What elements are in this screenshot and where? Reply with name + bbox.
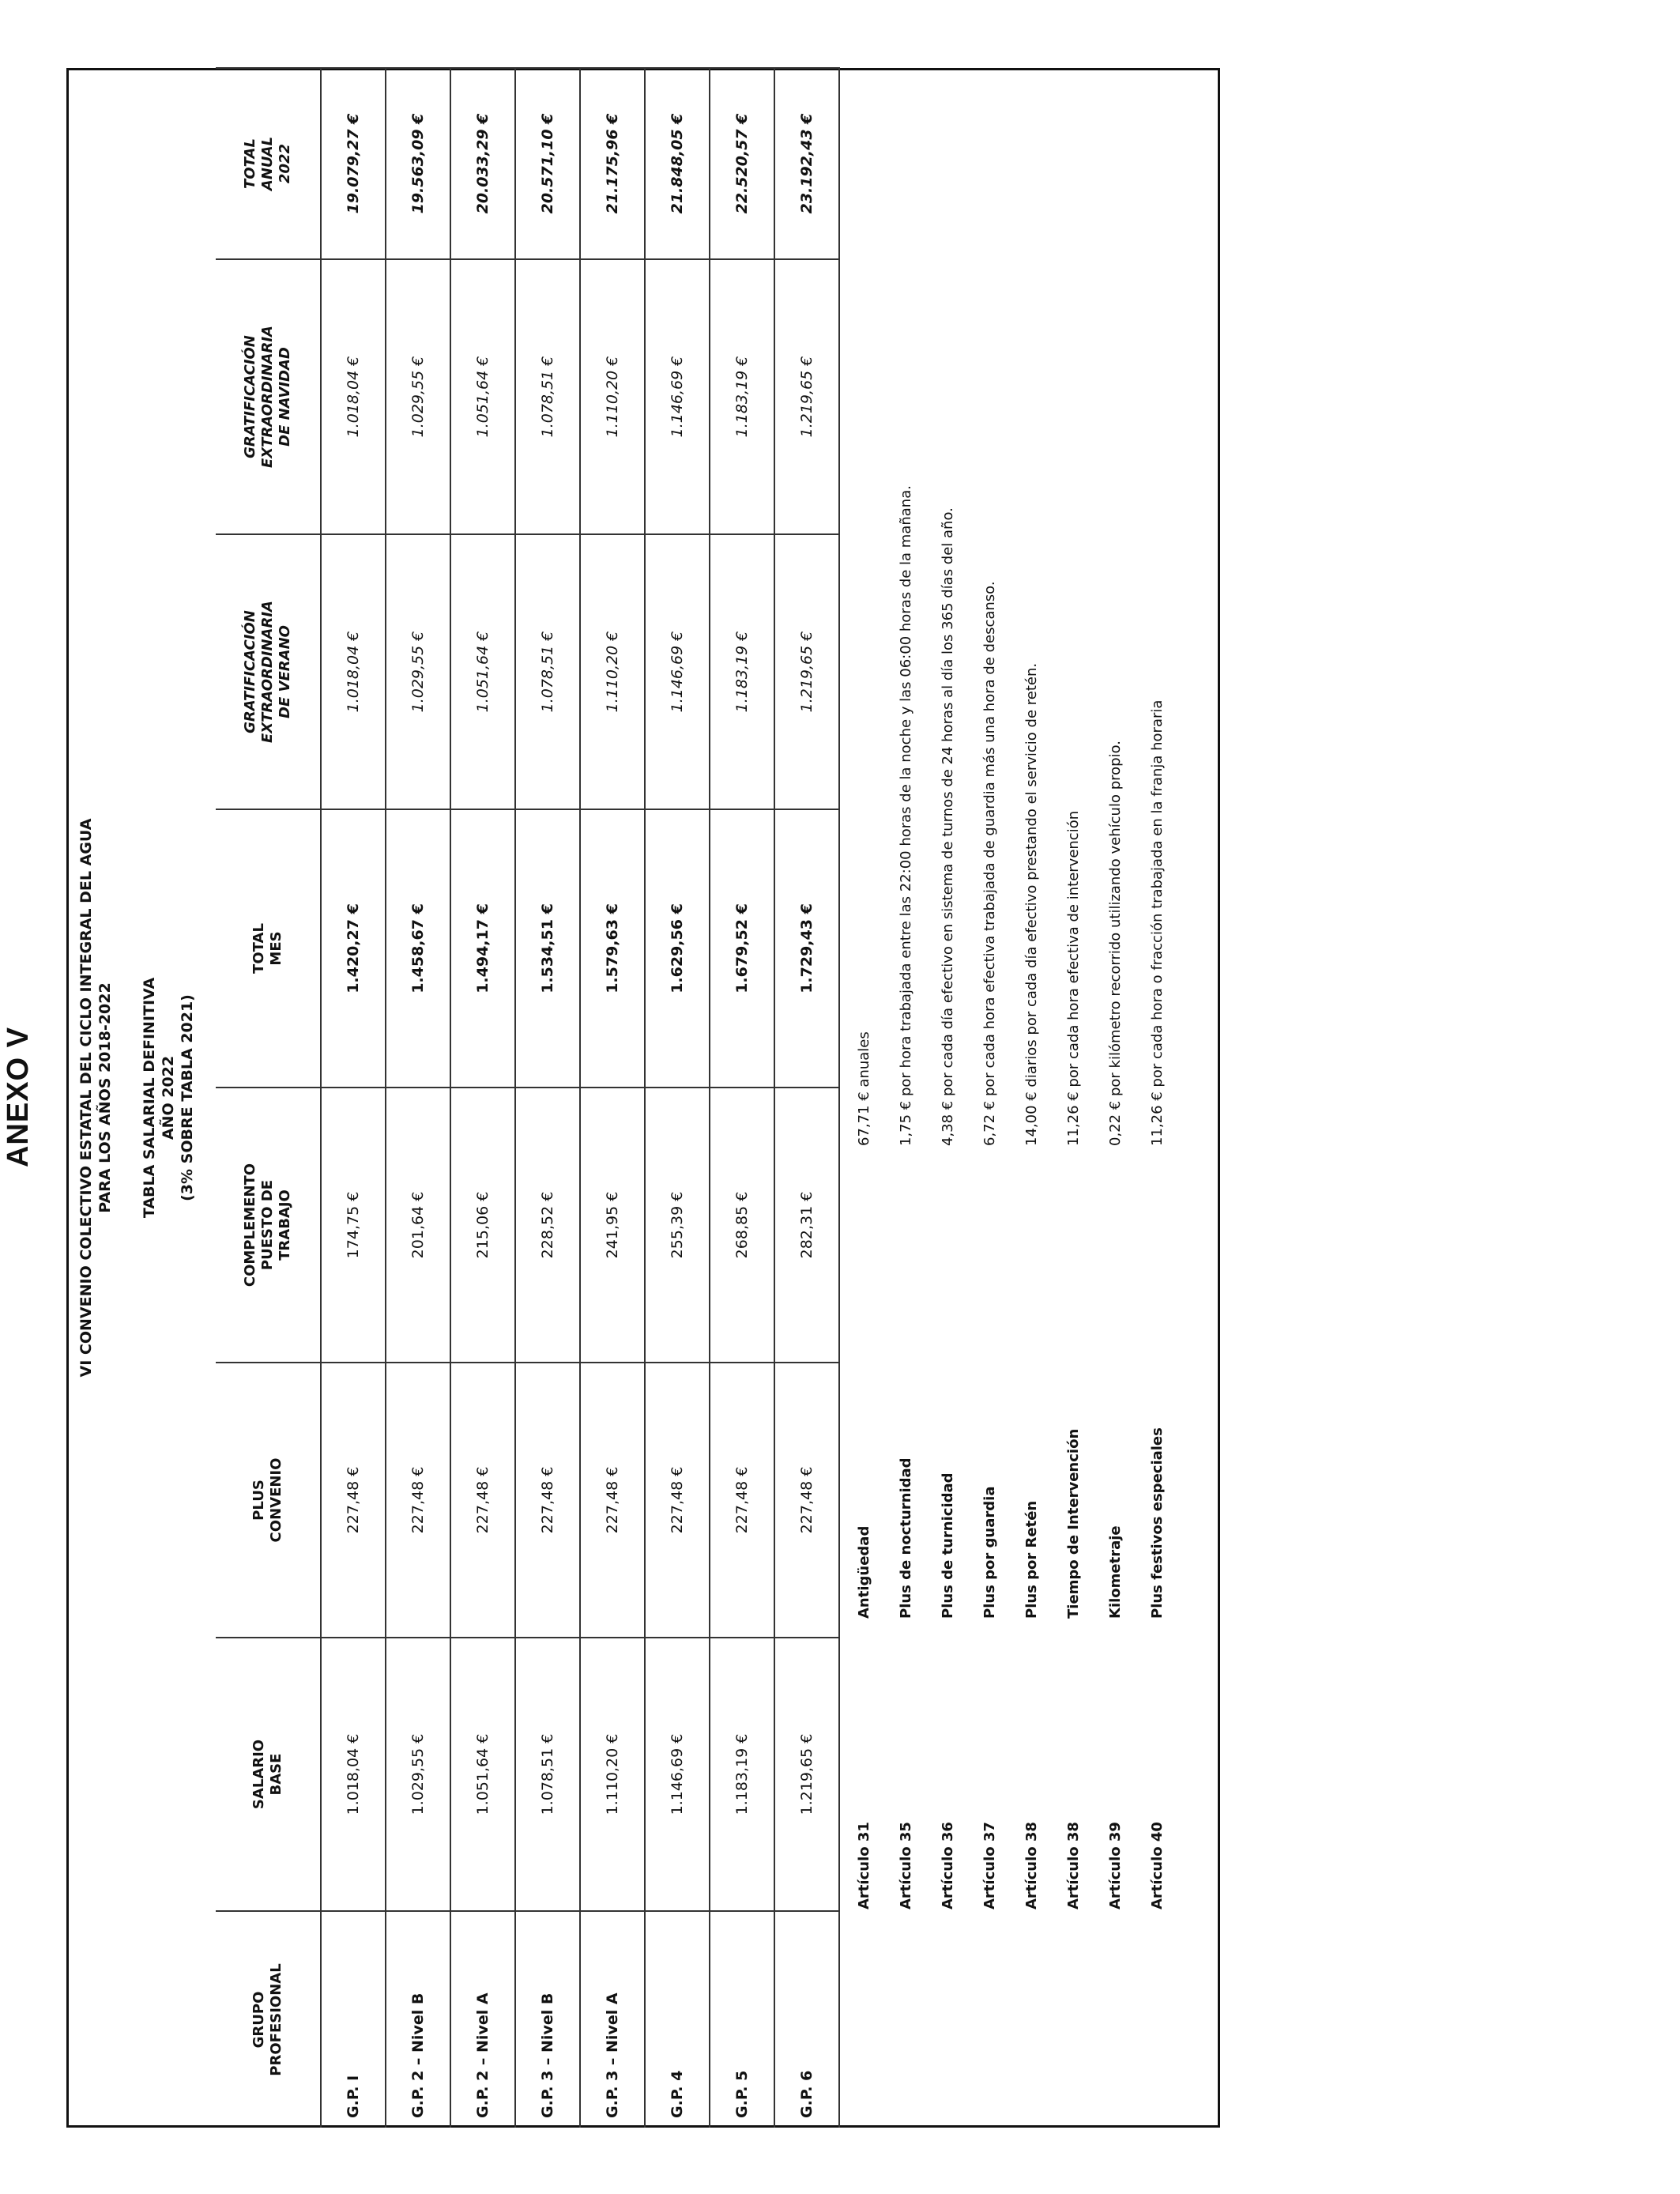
heading-year: AÑO 2022 <box>160 1055 177 1140</box>
cell-salario-base: 1.029,55 € <box>386 1638 450 1911</box>
cell-grat-navidad: 1.018,04 € <box>321 259 386 534</box>
cell-grat-navidad: 1.183,19 € <box>710 259 774 534</box>
table-row <box>515 68 580 2128</box>
table-row <box>710 68 774 2128</box>
cell-complemento: 174,75 € <box>321 1088 386 1363</box>
cell-total-anual: 19.079,27 € <box>321 68 386 259</box>
cell-grupo: G.P. 2 – Nivel B <box>386 1911 450 2128</box>
cell-total-anual: 20.571,10 € <box>515 68 580 259</box>
list-item <box>1053 92 1094 1909</box>
plus-list <box>843 92 1178 1909</box>
heading-convenio: VI CONVENIO COLECTIVO ESTATAL DEL CICLO INTEGRAL DEL AGUA <box>77 818 95 1378</box>
cell-plus-convenio: 227,48 € <box>710 1363 774 1638</box>
cell-salario-base: 1.219,65 € <box>774 1638 839 1911</box>
cell-grat-navidad: 1.078,51 € <box>515 259 580 534</box>
cell-plus-convenio: 227,48 € <box>450 1363 515 1638</box>
cell-grupo: G.P. 3 – Nivel A <box>580 1911 645 2128</box>
list-item <box>927 92 969 1909</box>
cell-grat-verano: 1.051,64 € <box>450 534 515 809</box>
cell-grat-navidad: 1.110,20 € <box>580 259 645 534</box>
col-header-total-anual: TOTAL ANUAL 2022 <box>216 68 321 259</box>
plus-concepto: Plus de turnicidad <box>940 1472 956 1619</box>
cell-plus-convenio: 227,48 € <box>774 1363 839 1638</box>
plus-articulo: Artículo 38 <box>1065 1822 1082 1909</box>
table-row <box>450 68 515 2128</box>
plus-concepto: Plus por guardia <box>981 1486 998 1619</box>
table-header-row <box>216 68 321 2128</box>
plus-articulo: Artículo 39 <box>1107 1822 1124 1909</box>
plus-concepto: Plus festivos especiales <box>1149 1427 1166 1619</box>
table-row <box>321 68 386 2128</box>
cell-complemento: 215,06 € <box>450 1088 515 1363</box>
heading-table-title: TABLA SALARIAL DEFINITIVA <box>141 977 158 1219</box>
cell-grupo: G.P. I <box>321 1911 386 2128</box>
cell-complemento: 241,95 € <box>580 1088 645 1363</box>
cell-total-mes: 1.420,27 € <box>321 809 386 1088</box>
cell-total-mes: 1.534,51 € <box>515 809 580 1088</box>
cell-grat-navidad: 1.146,69 € <box>645 259 710 534</box>
cell-complemento: 255,39 € <box>645 1088 710 1363</box>
plus-articulo: Artículo 35 <box>898 1822 914 1909</box>
cell-salario-base: 1.051,64 € <box>450 1638 515 1911</box>
cell-total-mes: 1.494,17 € <box>450 809 515 1088</box>
col-header-salario-base: SALARIO BASE <box>216 1638 321 1911</box>
cell-grupo: G.P. 4 <box>645 1911 710 2128</box>
cell-salario-base: 1.078,51 € <box>515 1638 580 1911</box>
cell-plus-convenio: 227,48 € <box>386 1363 450 1638</box>
plus-articulo: Artículo 40 <box>1149 1822 1166 1909</box>
cell-grat-navidad: 1.219,65 € <box>774 259 839 534</box>
salary-table <box>216 67 840 2128</box>
annex-title: ANEXO V <box>2 1026 35 1168</box>
heading-years: PARA LOS AÑOS 2018-2022 <box>96 982 114 1213</box>
cell-total-mes: 1.679,52 € <box>710 809 774 1088</box>
table-row <box>774 68 839 2128</box>
cell-total-anual: 23.192,43 € <box>774 68 839 259</box>
plus-articulo: Artículo 31 <box>856 1822 872 1909</box>
plus-valor: 4,38 € por cada día efectivo en sistema de turnos de 24 horas al día los 365 días del año. <box>940 507 956 1146</box>
cell-complemento: 201,64 € <box>386 1088 450 1363</box>
cell-total-anual: 22.520,57 € <box>710 68 774 259</box>
col-header-complemento: COMPLEMENTO PUESTO DE TRABAJO <box>216 1088 321 1363</box>
cell-grat-verano: 1.018,04 € <box>321 534 386 809</box>
plus-concepto: Plus por Retén <box>1023 1500 1040 1619</box>
col-header-grupo: GRUPO PROFESIONAL <box>216 1911 321 2128</box>
cell-complemento: 268,85 € <box>710 1088 774 1363</box>
table-row <box>386 68 450 2128</box>
cell-grat-verano: 1.110,20 € <box>580 534 645 809</box>
list-item <box>843 92 885 1909</box>
col-header-total-mes: TOTAL MES <box>216 809 321 1088</box>
cell-complemento: 228,52 € <box>515 1088 580 1363</box>
cell-grat-verano: 1.219,65 € <box>774 534 839 809</box>
plus-concepto: Tiempo de Intervención <box>1065 1428 1082 1619</box>
document-frame <box>66 68 1220 2128</box>
cell-grat-verano: 1.029,55 € <box>386 534 450 809</box>
cell-total-anual: 21.848,05 € <box>645 68 710 259</box>
col-header-plus-convenio: PLUS CONVENIO <box>216 1363 321 1638</box>
list-item <box>969 92 1011 1909</box>
cell-total-mes: 1.458,67 € <box>386 809 450 1088</box>
cell-grat-verano: 1.146,69 € <box>645 534 710 809</box>
table-row <box>580 68 645 2128</box>
col-header-grat-navidad: GRATIFICACIÓN EXTRAORDINARIA DE NAVIDAD <box>216 259 321 534</box>
plus-concepto: Antigüedad <box>856 1525 872 1619</box>
list-item <box>1136 92 1178 1909</box>
plus-valor: 11,26 € por cada hora o fracción trabajada en la franja horaria <box>1149 699 1166 1146</box>
cell-total-mes: 1.629,56 € <box>645 809 710 1088</box>
plus-valor: 11,26 € por cada hora efectiva de intervención <box>1065 810 1082 1146</box>
cell-plus-convenio: 227,48 € <box>645 1363 710 1638</box>
plus-valor: 14,00 € diarios por cada día efectivo prestando el servicio de retén. <box>1023 662 1040 1146</box>
plus-concepto: Kilometraje <box>1107 1525 1124 1619</box>
cell-plus-convenio: 227,48 € <box>321 1363 386 1638</box>
plus-valor: 67,71 € anuales <box>856 1031 872 1146</box>
cell-total-anual: 20.033,29 € <box>450 68 515 259</box>
cell-total-anual: 21.175,96 € <box>580 68 645 259</box>
cell-grupo: G.P. 3 – Nivel B <box>515 1911 580 2128</box>
plus-articulo: Artículo 36 <box>940 1822 956 1909</box>
cell-grat-verano: 1.078,51 € <box>515 534 580 809</box>
plus-articulo: Artículo 38 <box>1023 1822 1040 1909</box>
cell-grat-navidad: 1.029,55 € <box>386 259 450 534</box>
list-item <box>885 92 927 1909</box>
cell-total-mes: 1.579,63 € <box>580 809 645 1088</box>
cell-salario-base: 1.183,19 € <box>710 1638 774 1911</box>
plus-valor: 6,72 € por cada hora efectiva trabajada de guardia más una hora de descanso. <box>981 581 998 1146</box>
plus-articulo: Artículo 37 <box>981 1822 998 1909</box>
cell-total-mes: 1.729,43 € <box>774 809 839 1088</box>
heading-increase: (3% SOBRE TABLA 2021) <box>179 994 196 1201</box>
cell-salario-base: 1.018,04 € <box>321 1638 386 1911</box>
cell-grat-navidad: 1.051,64 € <box>450 259 515 534</box>
list-item <box>1011 92 1053 1909</box>
document-heading <box>77 70 197 2125</box>
cell-grupo: G.P. 5 <box>710 1911 774 2128</box>
plus-valor: 0,22 € por kilómetro recorrido utilizando vehículo propio. <box>1107 741 1124 1146</box>
cell-total-anual: 19.563,09 € <box>386 68 450 259</box>
cell-salario-base: 1.110,20 € <box>580 1638 645 1911</box>
plus-valor: 1,75 € por hora trabajada entre las 22:00 horas de la noche y las 06:00 horas de la mañana. <box>898 485 914 1146</box>
cell-complemento: 282,31 € <box>774 1088 839 1363</box>
list-item <box>1094 92 1136 1909</box>
cell-grupo: G.P. 2 – Nivel A <box>450 1911 515 2128</box>
cell-plus-convenio: 227,48 € <box>580 1363 645 1638</box>
cell-plus-convenio: 227,48 € <box>515 1363 580 1638</box>
plus-concepto: Plus de nocturnidad <box>898 1457 914 1619</box>
col-header-grat-verano: GRATIFICACIÓN EXTRAORDINARIA DE VERANO <box>216 534 321 809</box>
table-row <box>645 68 710 2128</box>
cell-grupo: G.P. 6 <box>774 1911 839 2128</box>
cell-grat-verano: 1.183,19 € <box>710 534 774 809</box>
cell-salario-base: 1.146,69 € <box>645 1638 710 1911</box>
